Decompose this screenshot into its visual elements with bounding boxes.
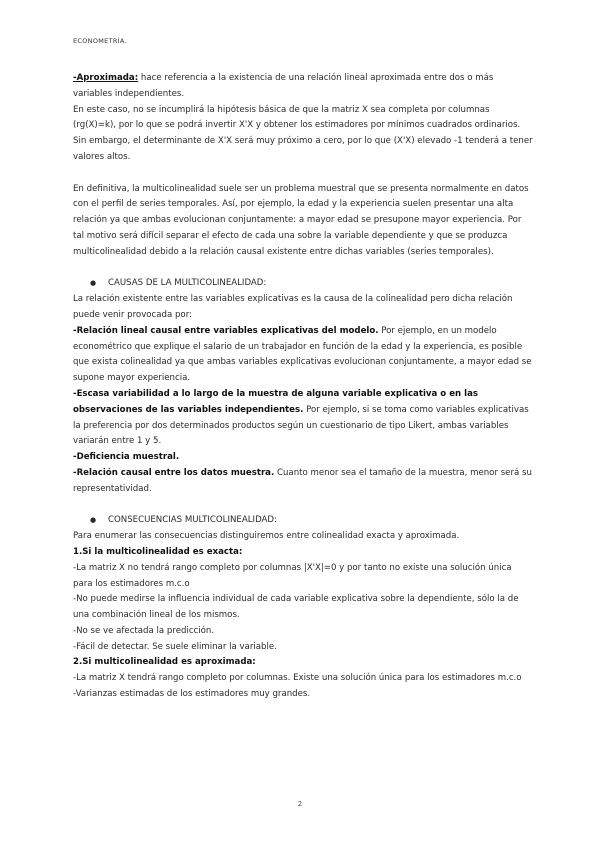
page-number: 2 (297, 800, 303, 808)
cause-4-title: -Relación causal entre los datos muestra. (73, 467, 275, 478)
exact-item-3: -No se ve afectada la predicción. (73, 625, 215, 636)
consequences-heading-text: CONSECUENCIAS MULTICOLINEALIDAD: (108, 515, 277, 526)
conclusion-paragraph: En definitiva, la multicolinealidad suele ser un problema muestral que se presenta normalmente en datos con el perfil de series temporales. Así, por ejemplo, la edad y la experiencia suelen presentar una alta relación ya que ambas evolucionan conjuntamente: a mayor edad se presupone mayor experiencia. Por tal motivo será difícil separar el efecto de cada una sobre la variable dependiente y que se produzca multicolinealidad debido a la relación causal existente entre dichas variables (series temporales). (73, 183, 529, 257)
approx-heading: 2.Si multicolinealidad es aproximada: (73, 657, 256, 668)
cause-2 (73, 387, 533, 450)
causes-intro: La relación existente entre las variables explicativas es la causa de la colinealidad pero dicha relación puede venir provocada por: (73, 294, 513, 320)
approx-text: hace referencia a la existencia de una relación lineal aproximada entre dos o más variables independientes. (73, 73, 494, 99)
cause-4-text: Cuanto menor sea el tamaño de la muestra, menor será su representatividad. (73, 467, 532, 494)
page-header: ECONOMETRÍA. (73, 37, 127, 45)
consequences-intro: Para enumerar las consecuencias distinguiremos entre colinealidad exacta y aproximada. (73, 531, 460, 542)
cause-4 (73, 466, 533, 498)
cause-3 (73, 450, 533, 466)
bullet-icon: ● (90, 516, 97, 525)
cause-2-title: -Escasa variabilidad a lo largo de la muestra de alguna variable explicativa o en las observaciones de las variables independientes. (73, 388, 478, 415)
causes-heading (73, 276, 533, 292)
approx-term: -Aproximada: (73, 73, 139, 83)
approx-case-paragraph: En este caso, no se incumplirá la hipótesis básica de que la matriz X sea completa por columnas (rg(X)=k), por lo que se podrá invertir X'X y obtener los estimadores por mínimos cuadrados ordinarios. Sin embargo, el determinante de X'X será muy próximo a cero, por lo que (X'X) elevado -1 tenderá a tener valores altos. (73, 104, 533, 162)
cause-3-title: -Deficiencia muestral. (73, 452, 180, 463)
bullet-icon: ● (90, 279, 97, 288)
approx-item-1: -La matriz X tendrá rango completo por columnas. Existe una solución única para los estimadores m.c.o (73, 673, 522, 684)
exact-item-1: -La matriz X no tendrá rango completo por columnas |X'X|=0 y por tanto no existe una solución única para los estimadores m.c.o (73, 562, 512, 589)
cause-1-title: -Relación lineal causal entre variables explicativas del modelo. (73, 325, 379, 336)
document-body (73, 71, 533, 703)
approx-definition (73, 71, 533, 103)
consequences-heading (73, 513, 533, 529)
exact-item-2: -No puede medirse la influencia individual de cada variable explicativa sobre la dependiente, sólo la de una combinación lineal de los mismos. (73, 594, 519, 621)
exact-heading: 1.Si la multicolinealidad es exacta: (73, 546, 243, 557)
exact-item-4: -Fácil de detectar. Se suele eliminar la variable. (73, 641, 277, 652)
cause-2-text: Por ejemplo, si se toma como variables explicativas la preferencia por dos determinados productos según un cuestionario de tipo Likert, ambas variables variarán entre 1 y 5. (73, 404, 529, 447)
cause-1 (73, 324, 533, 387)
causes-heading-text: CAUSAS DE LA MULTICOLINEALIDAD: (108, 278, 267, 289)
approx-item-2: -Varianzas estimadas de los estimadores muy grandes. (73, 689, 311, 700)
cause-1-text: Por ejemplo, en un modelo econométrico que explique el salario de un trabajador en función de la edad y la experiencia, es posible que exista colinealidad ya que ambas variables explicativas evolucionan conjuntamente, a mayor edad se supone mayor experiencia. (73, 325, 532, 384)
